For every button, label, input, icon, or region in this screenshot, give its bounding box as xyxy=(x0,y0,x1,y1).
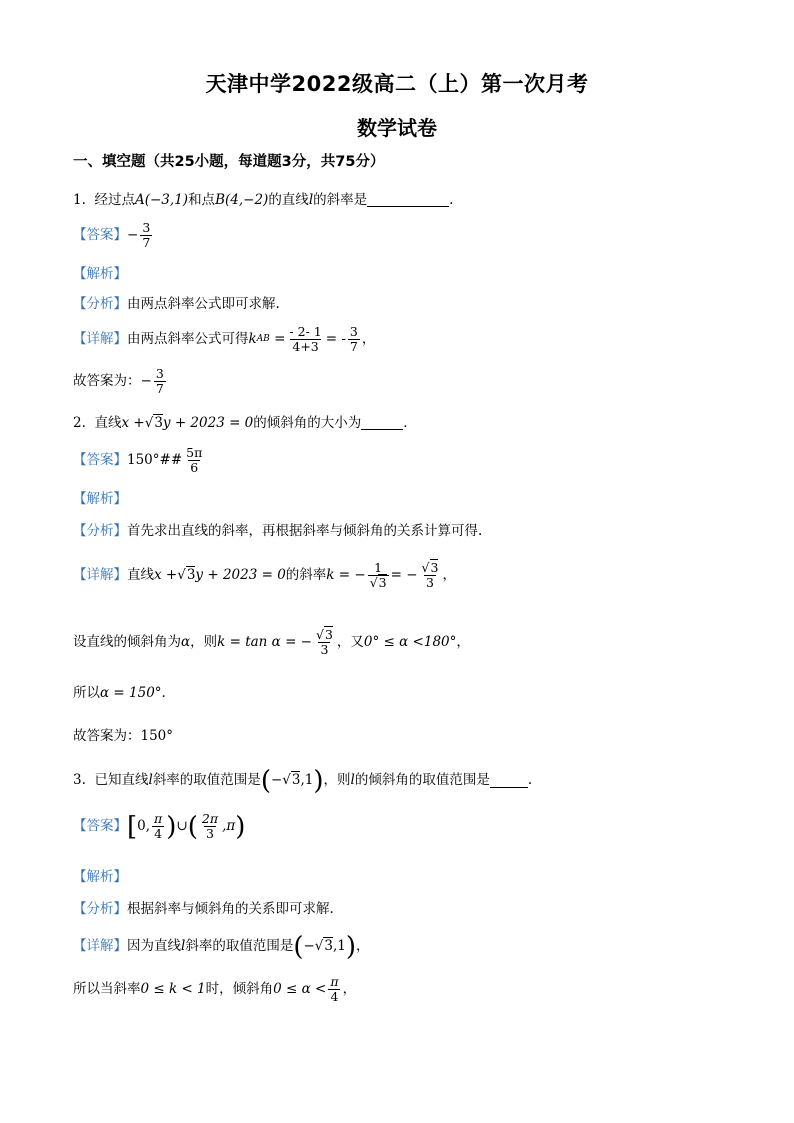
slope-var: k xyxy=(248,331,257,348)
detail-label: 【详解】 xyxy=(73,331,127,348)
answer-3 xyxy=(73,812,245,842)
fraction-num: 3 xyxy=(142,220,151,235)
question-text: 的倾斜角的大小为 xyxy=(253,415,362,431)
comma: ， xyxy=(356,938,370,955)
question-text: 的斜率是 xyxy=(313,192,368,208)
fraction-den: 3 xyxy=(206,826,214,842)
detail-2 xyxy=(73,561,456,591)
fraction-num: √3 xyxy=(421,560,439,575)
open-paren: ( xyxy=(187,811,198,842)
answer-text: 150°## xyxy=(127,452,183,469)
line-var: l xyxy=(350,772,355,789)
fenxi-label: 【分析】 xyxy=(73,523,127,539)
question-text: 直线 xyxy=(94,415,122,431)
alpha-var: α xyxy=(181,634,191,651)
question-text: 已知直线 xyxy=(94,772,149,789)
fraction-num: - 2- 1 xyxy=(289,324,322,339)
interval-part: 0, xyxy=(137,818,151,835)
detail-text: 斜率的取值范围是 xyxy=(185,938,294,955)
answer-fraction xyxy=(184,446,204,476)
answer-sign: − xyxy=(127,227,139,244)
answer-fraction xyxy=(140,221,152,251)
answer-blank xyxy=(361,417,403,430)
final-fraction xyxy=(154,367,166,397)
fraction-den: √3 xyxy=(369,575,387,591)
comma: ， xyxy=(456,634,470,651)
fenxi-label: 【分析】 xyxy=(73,901,127,917)
question-text: 和点 xyxy=(188,192,216,208)
detail-fraction xyxy=(287,325,323,355)
angle-range: 0° ≤ α <180° xyxy=(363,634,457,651)
detail-text: 设直线的倾斜角为 xyxy=(73,634,181,651)
question-number: 1. xyxy=(73,192,86,208)
fraction-den: 7 xyxy=(155,381,164,397)
final-text: 故答案为：− xyxy=(73,373,152,390)
fraction-num: 5π xyxy=(186,445,203,460)
comma: ， xyxy=(442,567,456,584)
fraction-num: √3 xyxy=(315,627,333,642)
fenxi-2 xyxy=(73,525,482,539)
range-part: − xyxy=(303,938,315,955)
answer-1 xyxy=(73,221,154,251)
detail-1 xyxy=(73,325,375,355)
line-var: l xyxy=(181,938,186,955)
detail-text: 所以 xyxy=(73,685,100,701)
fraction-den: 6 xyxy=(190,460,199,476)
fraction-den: 3 xyxy=(426,575,434,591)
question-number: 3. xyxy=(73,772,86,789)
final-text: 故答案为：150° xyxy=(73,728,174,744)
fraction-den: 3 xyxy=(320,642,329,658)
sqrt: √3 xyxy=(177,567,196,584)
angle-result: α = 150° xyxy=(100,685,162,701)
fraction-den: 4 xyxy=(154,826,163,842)
question-text: ，则 xyxy=(323,772,351,789)
fenxi-text: 首先求出直线的斜率，再根据斜率与倾斜角的关系计算可得. xyxy=(127,523,483,539)
fenxi-text: 由两点斜率公式即可求解. xyxy=(127,296,280,312)
detail-2-line2 xyxy=(73,628,470,658)
detail-text: 直线 xyxy=(127,567,154,584)
open-bracket: [ xyxy=(127,811,138,842)
close-paren: ) xyxy=(345,932,357,962)
answer-label: 【答案】 xyxy=(73,452,127,469)
analysis-2 xyxy=(73,493,127,507)
range-part: ,1 xyxy=(333,938,346,955)
detail-text: 时，倾斜角 xyxy=(205,981,274,998)
union: ∪ xyxy=(176,818,188,835)
tan-eq: k = tan α = − xyxy=(217,634,312,651)
sqrt: √3 xyxy=(314,938,333,955)
detail-text: 由两点斜率公式可得 xyxy=(127,331,249,348)
slope-fraction-2 xyxy=(420,561,441,591)
point-b: B(4,−2) xyxy=(215,192,269,208)
detail-text: 的斜率 xyxy=(285,567,327,584)
question-2 xyxy=(73,417,417,431)
open-paren: ( xyxy=(260,766,271,796)
close-paren: ) xyxy=(235,811,246,842)
fenxi-text: 根据斜率与倾斜角的关系即可求解. xyxy=(127,901,334,917)
question-end: . xyxy=(449,192,454,208)
equation-part: y + 2023 = 0 xyxy=(162,415,254,431)
fraction-den: 4+3 xyxy=(292,339,319,355)
comma: ， xyxy=(342,981,357,998)
period: . xyxy=(161,685,166,701)
fraction-num: 1 xyxy=(374,560,383,575)
equation-part: x + xyxy=(121,415,145,431)
analysis-label: 【解析】 xyxy=(73,266,127,282)
exam-subtitle: 数学试卷 xyxy=(357,116,437,140)
answer-2 xyxy=(73,446,206,476)
answer-label: 【答案】 xyxy=(73,227,127,244)
slope-range: 0 ≤ k < 1 xyxy=(140,981,206,998)
question-1 xyxy=(73,194,453,208)
question-end: . xyxy=(527,772,533,789)
detail-label: 【详解】 xyxy=(73,938,127,955)
interval-part: ,π xyxy=(222,818,236,835)
final-1 xyxy=(73,367,168,397)
line-var: l xyxy=(308,192,314,208)
fraction-den: 7 xyxy=(349,339,358,355)
final-2 xyxy=(73,730,173,744)
range-part: − xyxy=(270,772,283,789)
equation-part: y + 2023 = 0 xyxy=(195,567,286,584)
result-fraction xyxy=(348,325,360,355)
analysis-3 xyxy=(73,871,127,885)
answer-blank xyxy=(490,775,528,788)
sqrt: √3 xyxy=(282,772,301,789)
question-text: 经过点 xyxy=(94,192,135,208)
exam-title: 天津中学2022级高二（上）第一次月考 xyxy=(205,72,589,96)
fenxi-1 xyxy=(73,298,280,312)
analysis-1 xyxy=(73,268,127,282)
question-end: ． xyxy=(403,415,417,431)
detail-3-line2 xyxy=(73,975,356,1005)
section-heading: 一、填空题（共25小题，每道题3分，共75分） xyxy=(73,154,385,170)
fraction-den: 4 xyxy=(330,989,339,1005)
range-part: ,1 xyxy=(300,772,314,789)
detail-text: 因为直线 xyxy=(127,938,181,955)
sqrt: √3 xyxy=(144,415,163,431)
pi-4-fraction: $\frac{\pi}{4}$ xyxy=(154,811,163,842)
analysis-label: 【解析】 xyxy=(73,869,127,885)
angle-range: 0 ≤ α < xyxy=(273,981,327,998)
equals: = - xyxy=(325,331,346,348)
open-paren: ( xyxy=(293,932,304,962)
fenxi-3 xyxy=(73,903,334,917)
answer-blank xyxy=(367,194,449,207)
close-paren: ) xyxy=(166,811,177,842)
point-a: A(−3,1) xyxy=(134,192,189,208)
fraction-den: 7 xyxy=(142,235,151,251)
detail-text: 所以当斜率 xyxy=(73,981,141,998)
detail-label: 【详解】 xyxy=(73,567,127,584)
question-text: 斜率的取值范围是 xyxy=(152,772,261,789)
question-text: 的直线 xyxy=(268,192,309,208)
slope-eq: k = − xyxy=(326,567,366,584)
line-var: l xyxy=(148,772,153,789)
comma: ， xyxy=(361,331,376,348)
detail-text: ，则 xyxy=(190,634,218,651)
detail-2-line3 xyxy=(73,687,166,701)
tan-fraction xyxy=(314,628,335,658)
close-paren: ) xyxy=(313,766,324,796)
equals: = − xyxy=(390,567,418,584)
fraction-num: 3 xyxy=(155,366,164,381)
fraction-num: 3 xyxy=(349,324,358,339)
analysis-label: 【解析】 xyxy=(73,491,127,507)
2pi-3-fraction: $\frac{2\pi}{3}$ xyxy=(201,811,219,842)
question-text: 的倾斜角的取值范围是 xyxy=(354,772,490,789)
detail-3 xyxy=(73,934,370,960)
equation-part: x + xyxy=(154,567,178,584)
pi-4-fraction: $\frac{\pi}{4}$ xyxy=(330,974,339,1005)
answer-label: 【答案】 xyxy=(73,818,127,835)
question-3 xyxy=(73,768,532,794)
question-number: 2. xyxy=(73,415,86,431)
fenxi-label: 【分析】 xyxy=(73,296,127,312)
detail-text: ，又 xyxy=(336,634,364,651)
slope-fraction-1 xyxy=(368,561,389,591)
equals: = xyxy=(274,331,286,348)
slope-sub: AB xyxy=(256,334,270,345)
